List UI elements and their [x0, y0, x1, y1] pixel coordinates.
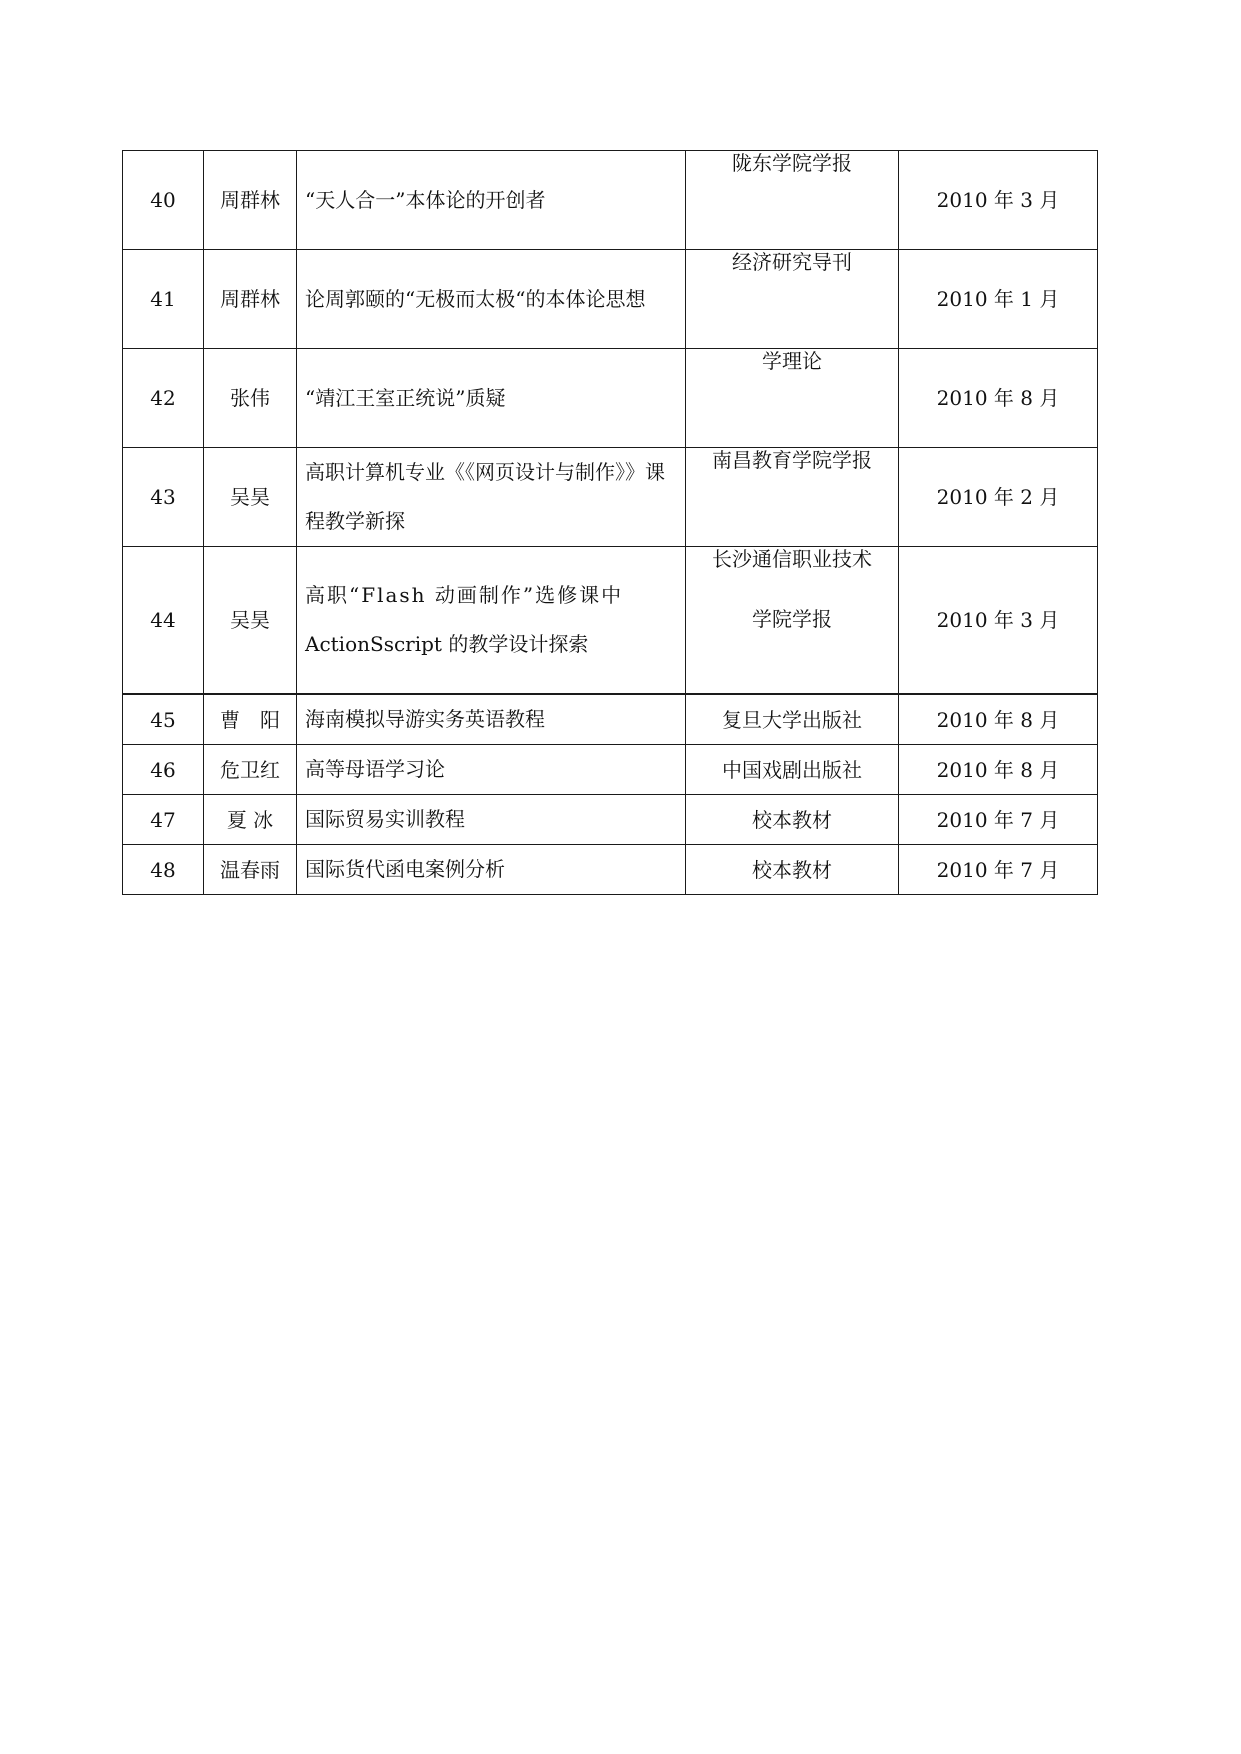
row-number: 46 [123, 745, 204, 795]
table-row [123, 547, 1098, 695]
title-line: “靖江王室正统说”质疑 [305, 385, 506, 410]
date-cell: 2010 年 3 月 [899, 151, 1098, 250]
table-row [123, 448, 1098, 547]
title-line: “天人合一”本体论的开创者 [305, 187, 546, 212]
table-row [123, 250, 1098, 349]
date-cell: 2010 年 1 月 [899, 250, 1098, 349]
title-cell [297, 349, 686, 448]
title-line: 海南模拟导游实务英语教程 [305, 707, 545, 731]
title-line: 程教学新探 [305, 509, 405, 533]
publisher-line: 学院学报 [752, 607, 832, 631]
publisher-cell [686, 795, 899, 845]
author-cell: 危卫红 [204, 745, 297, 795]
publisher-line: 长沙通信职业技术 [712, 547, 872, 571]
row-number: 41 [123, 250, 204, 349]
title-line: 高职“Flash 动画制作”选修课中 [305, 583, 624, 607]
row-number: 42 [123, 349, 204, 448]
row-number: 45 [123, 694, 204, 745]
title-line: 论周郭颐的“无极而太极“的本体论思想 [305, 286, 646, 311]
author-cell: 周群林 [204, 151, 297, 250]
date-cell: 2010 年 8 月 [899, 745, 1098, 795]
date-cell: 2010 年 8 月 [899, 349, 1098, 448]
table-row [123, 349, 1098, 448]
row-number: 44 [123, 547, 204, 695]
table-row [123, 694, 1098, 745]
author-cell: 张伟 [204, 349, 297, 448]
title-line: 国际货代函电案例分析 [305, 857, 505, 881]
date-cell: 2010 年 2 月 [899, 448, 1098, 547]
date-cell: 2010 年 3 月 [899, 547, 1098, 695]
title-cell [297, 845, 686, 895]
publisher-cell [686, 547, 899, 695]
publisher-cell [686, 349, 899, 448]
publisher-line: 学理论 [762, 349, 822, 373]
title-cell [297, 151, 686, 250]
publisher-line: 中国戏剧出版社 [722, 757, 862, 782]
title-cell [297, 547, 686, 695]
publisher-line: 陇东学院学报 [732, 151, 852, 175]
date-cell: 2010 年 8 月 [899, 694, 1098, 745]
author-cell: 夏 冰 [204, 795, 297, 845]
publisher-line: 南昌教育学院学报 [712, 448, 872, 472]
publisher-cell [686, 250, 899, 349]
publisher-line: 经济研究导刊 [732, 250, 852, 274]
publications-table [122, 150, 1098, 895]
title-line: 国际贸易实训教程 [305, 807, 465, 831]
publisher-line: 复旦大学出版社 [722, 707, 862, 732]
title-line: ActionSscript 的教学设计探索 [305, 632, 589, 656]
table-row [123, 151, 1098, 250]
table-row [123, 745, 1098, 795]
title-cell [297, 745, 686, 795]
author-cell: 曹 阳 [204, 694, 297, 745]
author-cell: 温春雨 [204, 845, 297, 895]
publisher-cell [686, 845, 899, 895]
title-line: 高等母语学习论 [305, 757, 445, 781]
row-number: 40 [123, 151, 204, 250]
row-number: 43 [123, 448, 204, 547]
title-line: 高职计算机专业《《网页设计与制作》》课 [305, 460, 665, 484]
title-cell [297, 795, 686, 845]
title-cell [297, 448, 686, 547]
title-cell [297, 250, 686, 349]
publisher-cell [686, 151, 899, 250]
date-cell: 2010 年 7 月 [899, 795, 1098, 845]
table-row [123, 795, 1098, 845]
title-cell [297, 694, 686, 745]
publisher-cell [686, 448, 899, 547]
author-cell: 吴昊 [204, 448, 297, 547]
date-cell: 2010 年 7 月 [899, 845, 1098, 895]
publisher-cell [686, 745, 899, 795]
author-cell: 吴昊 [204, 547, 297, 695]
publisher-cell [686, 694, 899, 745]
publisher-line: 校本教材 [752, 807, 832, 832]
row-number: 47 [123, 795, 204, 845]
publisher-line: 校本教材 [752, 857, 832, 882]
author-cell: 周群林 [204, 250, 297, 349]
row-number: 48 [123, 845, 204, 895]
table-row [123, 845, 1098, 895]
